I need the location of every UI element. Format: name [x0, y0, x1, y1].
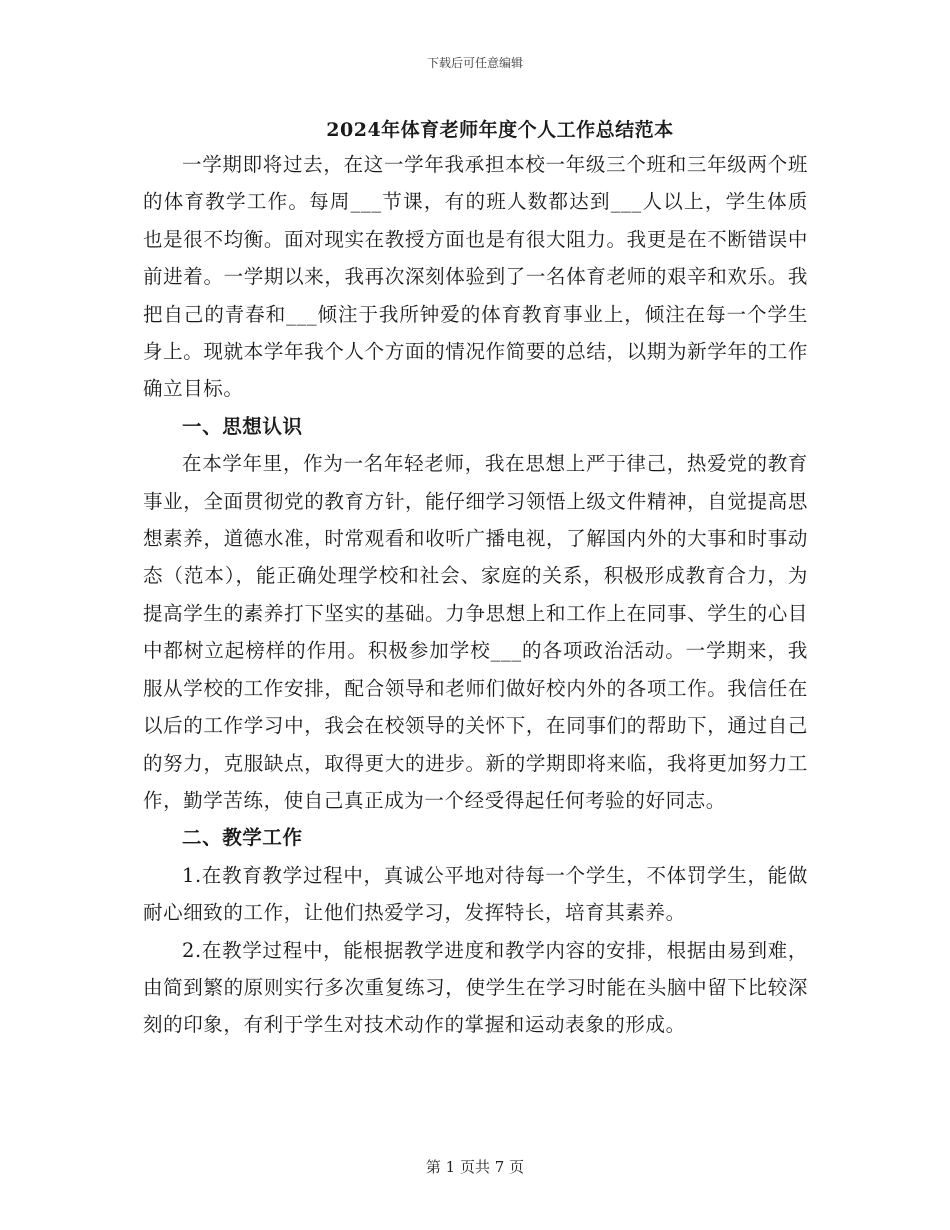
section-heading-teaching: 二、教学工作 — [182, 826, 303, 850]
section-paragraph-thought: 在本学年里，作为一名年轻老师，我在思想上严于律己，热爱党的教育事业，全面贯彻党的教育方针，能仔细学习领悟上级文件精神，自觉提高思想素养，道德水准，时常观看和收听广播电视，了解国内外的大事和时事动态（范本），能正确处理学校和社会、家庭的关系，积极形成教育合力，为提高学生的素养打下坚实的基础。力争思想上和工作上在同事、学生的心目中都树立起榜样的作用。积极参加学校___的各项政治活动。一学期来，我服从学校的工作安排，配合领导和老师们做好校内外的各项工作。我信任在以后的工作学习中，我会在校领导的关怀下，在同事们的帮助下，通过自己的努力，克服缺点，取得更大的进步。新的学期即将来临，我将更加努力工作，勤学苦练，使自己真正成为一个经受得起任何考验的好同志。 — [143, 452, 808, 812]
teaching-item-1: 1.在教育教学过程中，真诚公平地对待每一个学生，不体罚学生，能做耐心细致的工作，让他们热爱学习，发挥特长，培育其素养。 — [143, 863, 808, 925]
document-body — [143, 146, 808, 1044]
header-note: 下载后可任意编辑 — [426, 56, 523, 70]
page-footer: 第 1 页共 7 页 — [425, 1158, 525, 1176]
section-heading-thought: 一、思想认识 — [182, 414, 303, 438]
intro-paragraph: 一学期即将过去，在这一学年我承担本校一年级三个班和三年级两个班的体育教学工作。每周___节课，有的班人数都达到___人以上，学生体质也是很不均衡。面对现实在教授方面也是有很大阻力。我更是在不断错误中前进着。一学期以来，我再次深刻体验到了一名体育老师的艰辛和欢乐。我把自己的青春和___倾注于我所钟爱的体育教育事业上，倾注在每一个学生身上。现就本学年我个人个方面的情况作简要的总结，以期为新学年的工作确立目标。 — [143, 153, 808, 401]
document-title: 2024年体育老师年度个人工作总结范本 — [326, 119, 674, 141]
teaching-item-2: 2.在教学过程中，能根据教学进度和教学内容的安排，根据由易到难，由简到繁的原则实行多次重复练习，使学生在学习时能在头脑中留下比较深刻的印象，有利于学生对技术动作的掌握和运动表象的形成。 — [143, 938, 808, 1037]
